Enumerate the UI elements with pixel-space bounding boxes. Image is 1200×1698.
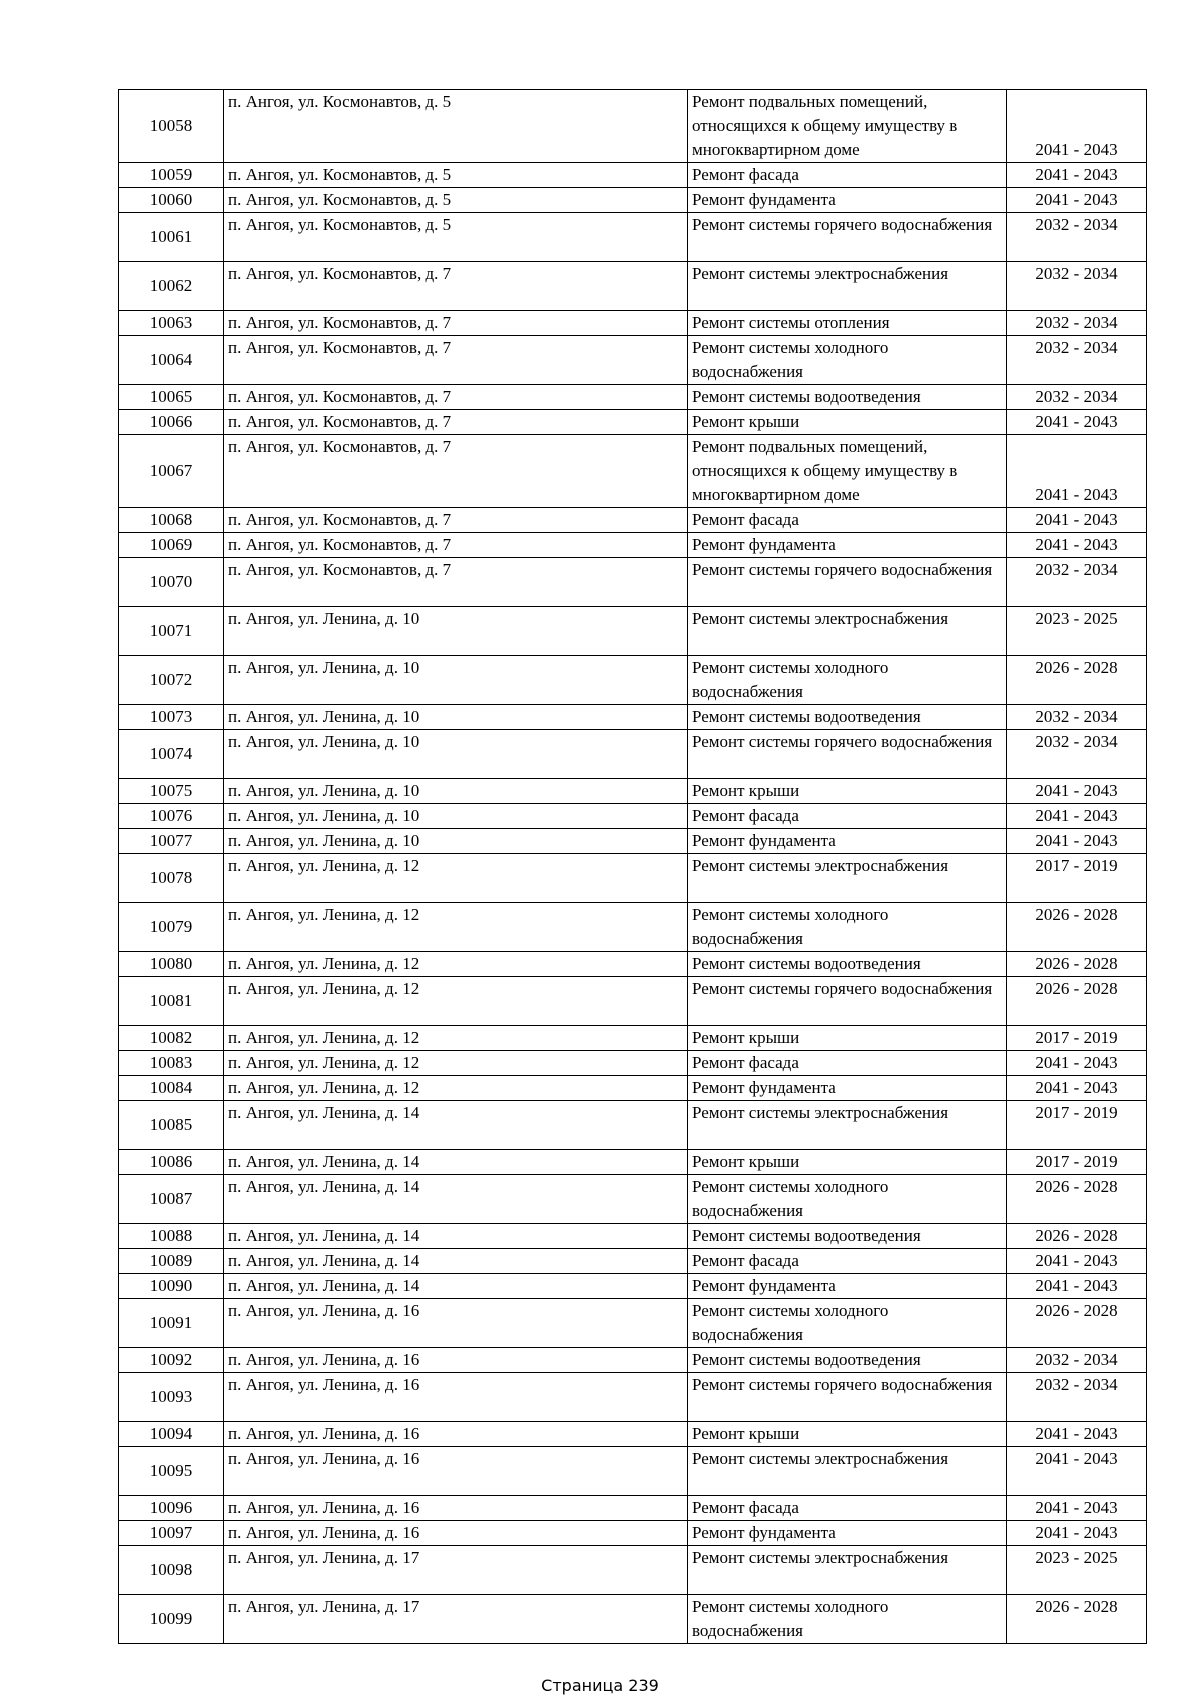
row-work-type: Ремонт системы водоотведения xyxy=(688,705,1007,730)
row-address: п. Ангоя, ул. Ленина, д. 10 xyxy=(224,804,688,829)
row-address: п. Ангоя, ул. Ленина, д. 16 xyxy=(224,1348,688,1373)
row-period: 2041 - 2043 xyxy=(1007,779,1147,804)
row-number: 10069 xyxy=(119,533,224,558)
row-number: 10095 xyxy=(119,1447,224,1496)
row-number: 10088 xyxy=(119,1224,224,1249)
row-period: 2041 - 2043 xyxy=(1007,90,1147,163)
row-period: 2032 - 2034 xyxy=(1007,336,1147,385)
row-work-type: Ремонт крыши xyxy=(688,1422,1007,1447)
row-number: 10093 xyxy=(119,1373,224,1422)
table-row xyxy=(119,533,1147,558)
row-number: 10062 xyxy=(119,262,224,311)
row-address: п. Ангоя, ул. Ленина, д. 12 xyxy=(224,1076,688,1101)
row-work-type: Ремонт фасада xyxy=(688,1496,1007,1521)
row-address: п. Ангоя, ул. Ленина, д. 12 xyxy=(224,952,688,977)
row-address: п. Ангоя, ул. Ленина, д. 14 xyxy=(224,1150,688,1175)
table-row xyxy=(119,1076,1147,1101)
row-period: 2041 - 2043 xyxy=(1007,435,1147,508)
row-work-type: Ремонт фундамента xyxy=(688,1521,1007,1546)
table-row xyxy=(119,410,1147,435)
row-period: 2017 - 2019 xyxy=(1007,1101,1147,1150)
table-row xyxy=(119,1175,1147,1224)
row-address: п. Ангоя, ул. Космонавтов, д. 7 xyxy=(224,508,688,533)
row-address: п. Ангоя, ул. Космонавтов, д. 7 xyxy=(224,311,688,336)
row-address: п. Ангоя, ул. Ленина, д. 10 xyxy=(224,779,688,804)
row-number: 10073 xyxy=(119,705,224,730)
row-address: п. Ангоя, ул. Ленина, д. 14 xyxy=(224,1175,688,1224)
row-number: 10099 xyxy=(119,1595,224,1644)
row-number: 10096 xyxy=(119,1496,224,1521)
row-period: 2041 - 2043 xyxy=(1007,508,1147,533)
row-address: п. Ангоя, ул. Космонавтов, д. 7 xyxy=(224,262,688,311)
row-work-type: Ремонт системы водоотведения xyxy=(688,385,1007,410)
row-number: 10065 xyxy=(119,385,224,410)
row-period: 2032 - 2034 xyxy=(1007,730,1147,779)
row-period: 2041 - 2043 xyxy=(1007,188,1147,213)
table-row xyxy=(119,435,1147,508)
row-work-type: Ремонт системы холодного водоснабжения xyxy=(688,1595,1007,1644)
row-number: 10063 xyxy=(119,311,224,336)
row-number: 10094 xyxy=(119,1422,224,1447)
row-period: 2017 - 2019 xyxy=(1007,854,1147,903)
row-period: 2041 - 2043 xyxy=(1007,829,1147,854)
row-work-type: Ремонт системы горячего водоснабжения xyxy=(688,558,1007,607)
row-number: 10066 xyxy=(119,410,224,435)
table-row xyxy=(119,705,1147,730)
row-work-type: Ремонт фасада xyxy=(688,163,1007,188)
row-period: 2032 - 2034 xyxy=(1007,262,1147,311)
row-work-type: Ремонт системы электроснабжения xyxy=(688,1546,1007,1595)
row-work-type: Ремонт системы электроснабжения xyxy=(688,1101,1007,1150)
table-row xyxy=(119,854,1147,903)
row-period: 2026 - 2028 xyxy=(1007,903,1147,952)
row-work-type: Ремонт системы отопления xyxy=(688,311,1007,336)
row-work-type: Ремонт подвальных помещений, относящихся к общему имуществу в многоквартирном доме xyxy=(688,435,1007,508)
row-period: 2026 - 2028 xyxy=(1007,1299,1147,1348)
row-number: 10060 xyxy=(119,188,224,213)
row-address: п. Ангоя, ул. Ленина, д. 16 xyxy=(224,1496,688,1521)
row-period: 2032 - 2034 xyxy=(1007,1373,1147,1422)
row-number: 10058 xyxy=(119,90,224,163)
row-work-type: Ремонт системы холодного водоснабжения xyxy=(688,903,1007,952)
row-period: 2032 - 2034 xyxy=(1007,385,1147,410)
row-number: 10071 xyxy=(119,607,224,656)
row-address: п. Ангоя, ул. Ленина, д. 12 xyxy=(224,1051,688,1076)
row-work-type: Ремонт подвальных помещений, относящихся к общему имуществу в многоквартирном доме xyxy=(688,90,1007,163)
table-row xyxy=(119,336,1147,385)
row-address: п. Ангоя, ул. Ленина, д. 16 xyxy=(224,1422,688,1447)
row-number: 10080 xyxy=(119,952,224,977)
table-row xyxy=(119,1422,1147,1447)
row-work-type: Ремонт системы водоотведения xyxy=(688,1224,1007,1249)
row-address: п. Ангоя, ул. Ленина, д. 16 xyxy=(224,1521,688,1546)
row-address: п. Ангоя, ул. Ленина, д. 16 xyxy=(224,1373,688,1422)
table-row xyxy=(119,262,1147,311)
row-number: 10091 xyxy=(119,1299,224,1348)
row-work-type: Ремонт крыши xyxy=(688,1150,1007,1175)
row-period: 2041 - 2043 xyxy=(1007,1051,1147,1076)
row-period: 2041 - 2043 xyxy=(1007,410,1147,435)
page-number: Страница 239 xyxy=(541,1676,659,1695)
row-address: п. Ангоя, ул. Космонавтов, д. 7 xyxy=(224,410,688,435)
row-number: 10064 xyxy=(119,336,224,385)
row-work-type: Ремонт фундамента xyxy=(688,1274,1007,1299)
table-row xyxy=(119,1496,1147,1521)
row-address: п. Ангоя, ул. Ленина, д. 14 xyxy=(224,1249,688,1274)
row-address: п. Ангоя, ул. Ленина, д. 10 xyxy=(224,730,688,779)
row-period: 2041 - 2043 xyxy=(1007,1521,1147,1546)
row-work-type: Ремонт фасада xyxy=(688,1051,1007,1076)
row-address: п. Ангоя, ул. Ленина, д. 14 xyxy=(224,1101,688,1150)
row-address: п. Ангоя, ул. Ленина, д. 17 xyxy=(224,1595,688,1644)
row-work-type: Ремонт фундамента xyxy=(688,188,1007,213)
table-row xyxy=(119,1249,1147,1274)
row-address: п. Ангоя, ул. Космонавтов, д. 7 xyxy=(224,336,688,385)
row-address: п. Ангоя, ул. Ленина, д. 14 xyxy=(224,1224,688,1249)
row-number: 10098 xyxy=(119,1546,224,1595)
row-number: 10072 xyxy=(119,656,224,705)
row-number: 10089 xyxy=(119,1249,224,1274)
row-period: 2041 - 2043 xyxy=(1007,1422,1147,1447)
table-row xyxy=(119,1521,1147,1546)
row-number: 10079 xyxy=(119,903,224,952)
row-number: 10061 xyxy=(119,213,224,262)
table-row xyxy=(119,607,1147,656)
row-work-type: Ремонт фундамента xyxy=(688,1076,1007,1101)
row-work-type: Ремонт фундамента xyxy=(688,829,1007,854)
row-work-type: Ремонт фасада xyxy=(688,1249,1007,1274)
row-work-type: Ремонт крыши xyxy=(688,410,1007,435)
row-period: 2041 - 2043 xyxy=(1007,1076,1147,1101)
row-address: п. Ангоя, ул. Ленина, д. 17 xyxy=(224,1546,688,1595)
row-address: п. Ангоя, ул. Ленина, д. 12 xyxy=(224,854,688,903)
row-number: 10070 xyxy=(119,558,224,607)
table-row xyxy=(119,1150,1147,1175)
row-number: 10078 xyxy=(119,854,224,903)
row-work-type: Ремонт фундамента xyxy=(688,533,1007,558)
table-row xyxy=(119,1026,1147,1051)
row-period: 2032 - 2034 xyxy=(1007,311,1147,336)
table-row xyxy=(119,1595,1147,1644)
row-period: 2026 - 2028 xyxy=(1007,656,1147,705)
row-number: 10092 xyxy=(119,1348,224,1373)
table-row xyxy=(119,1051,1147,1076)
row-number: 10074 xyxy=(119,730,224,779)
table-row xyxy=(119,903,1147,952)
row-work-type: Ремонт системы холодного водоснабжения xyxy=(688,336,1007,385)
row-address: п. Ангоя, ул. Ленина, д. 10 xyxy=(224,829,688,854)
row-address: п. Ангоя, ул. Космонавтов, д. 5 xyxy=(224,188,688,213)
row-number: 10076 xyxy=(119,804,224,829)
row-work-type: Ремонт системы горячего водоснабжения xyxy=(688,977,1007,1026)
table-row xyxy=(119,1299,1147,1348)
row-address: п. Ангоя, ул. Ленина, д. 10 xyxy=(224,607,688,656)
table-row xyxy=(119,311,1147,336)
row-period: 2023 - 2025 xyxy=(1007,1546,1147,1595)
row-period: 2026 - 2028 xyxy=(1007,952,1147,977)
row-period: 2026 - 2028 xyxy=(1007,1224,1147,1249)
table-row xyxy=(119,1546,1147,1595)
row-address: п. Ангоя, ул. Космонавтов, д. 5 xyxy=(224,213,688,262)
row-address: п. Ангоя, ул. Космонавтов, д. 5 xyxy=(224,90,688,163)
table-row xyxy=(119,656,1147,705)
row-number: 10077 xyxy=(119,829,224,854)
row-work-type: Ремонт системы водоотведения xyxy=(688,1348,1007,1373)
row-number: 10082 xyxy=(119,1026,224,1051)
table-row xyxy=(119,829,1147,854)
row-period: 2041 - 2043 xyxy=(1007,1274,1147,1299)
row-work-type: Ремонт фасада xyxy=(688,804,1007,829)
row-address: п. Ангоя, ул. Ленина, д. 14 xyxy=(224,1274,688,1299)
row-address: п. Ангоя, ул. Космонавтов, д. 7 xyxy=(224,558,688,607)
table-row xyxy=(119,1348,1147,1373)
row-work-type: Ремонт системы горячего водоснабжения xyxy=(688,730,1007,779)
row-number: 10083 xyxy=(119,1051,224,1076)
table-row xyxy=(119,952,1147,977)
table-row xyxy=(119,1101,1147,1150)
row-period: 2032 - 2034 xyxy=(1007,1348,1147,1373)
row-number: 10087 xyxy=(119,1175,224,1224)
row-number: 10068 xyxy=(119,508,224,533)
row-period: 2023 - 2025 xyxy=(1007,607,1147,656)
row-work-type: Ремонт системы электроснабжения xyxy=(688,607,1007,656)
table-row xyxy=(119,1274,1147,1299)
table-row xyxy=(119,385,1147,410)
row-address: п. Ангоя, ул. Ленина, д. 12 xyxy=(224,1026,688,1051)
row-work-type: Ремонт системы водоотведения xyxy=(688,952,1007,977)
row-period: 2032 - 2034 xyxy=(1007,213,1147,262)
table-row xyxy=(119,163,1147,188)
row-work-type: Ремонт крыши xyxy=(688,779,1007,804)
row-address: п. Ангоя, ул. Ленина, д. 10 xyxy=(224,656,688,705)
row-period: 2041 - 2043 xyxy=(1007,533,1147,558)
table-row xyxy=(119,1447,1147,1496)
row-work-type: Ремонт системы горячего водоснабжения xyxy=(688,1373,1007,1422)
table-row xyxy=(119,730,1147,779)
table-row xyxy=(119,779,1147,804)
row-period: 2026 - 2028 xyxy=(1007,977,1147,1026)
table-row xyxy=(119,977,1147,1026)
table-row xyxy=(119,804,1147,829)
row-period: 2032 - 2034 xyxy=(1007,558,1147,607)
row-period: 2041 - 2043 xyxy=(1007,804,1147,829)
row-period: 2041 - 2043 xyxy=(1007,1249,1147,1274)
row-period: 2032 - 2034 xyxy=(1007,705,1147,730)
row-period: 2041 - 2043 xyxy=(1007,163,1147,188)
row-number: 10084 xyxy=(119,1076,224,1101)
row-work-type: Ремонт системы электроснабжения xyxy=(688,262,1007,311)
row-number: 10097 xyxy=(119,1521,224,1546)
row-address: п. Ангоя, ул. Ленина, д. 10 xyxy=(224,705,688,730)
row-period: 2017 - 2019 xyxy=(1007,1026,1147,1051)
row-address: п. Ангоя, ул. Космонавтов, д. 7 xyxy=(224,385,688,410)
row-period: 2026 - 2028 xyxy=(1007,1175,1147,1224)
table-row xyxy=(119,213,1147,262)
row-number: 10067 xyxy=(119,435,224,508)
repair-schedule-table xyxy=(118,89,1147,1644)
row-address: п. Ангоя, ул. Ленина, д. 12 xyxy=(224,977,688,1026)
table-row xyxy=(119,90,1147,163)
row-work-type: Ремонт системы электроснабжения xyxy=(688,1447,1007,1496)
table-row xyxy=(119,188,1147,213)
row-work-type: Ремонт крыши xyxy=(688,1026,1007,1051)
repair-schedule-body xyxy=(119,90,1147,1644)
row-work-type: Ремонт системы холодного водоснабжения xyxy=(688,656,1007,705)
row-work-type: Ремонт системы горячего водоснабжения xyxy=(688,213,1007,262)
table-row xyxy=(119,1224,1147,1249)
row-number: 10075 xyxy=(119,779,224,804)
row-address: п. Ангоя, ул. Ленина, д. 16 xyxy=(224,1299,688,1348)
table-row xyxy=(119,508,1147,533)
row-work-type: Ремонт фасада xyxy=(688,508,1007,533)
row-number: 10086 xyxy=(119,1150,224,1175)
row-period: 2041 - 2043 xyxy=(1007,1447,1147,1496)
row-address: п. Ангоя, ул. Космонавтов, д. 7 xyxy=(224,533,688,558)
row-address: п. Ангоя, ул. Космонавтов, д. 5 xyxy=(224,163,688,188)
row-address: п. Ангоя, ул. Космонавтов, д. 7 xyxy=(224,435,688,508)
row-period: 2026 - 2028 xyxy=(1007,1595,1147,1644)
row-number: 10081 xyxy=(119,977,224,1026)
row-work-type: Ремонт системы холодного водоснабжения xyxy=(688,1175,1007,1224)
row-work-type: Ремонт системы электроснабжения xyxy=(688,854,1007,903)
row-number: 10090 xyxy=(119,1274,224,1299)
row-number: 10059 xyxy=(119,163,224,188)
row-work-type: Ремонт системы холодного водоснабжения xyxy=(688,1299,1007,1348)
row-period: 2041 - 2043 xyxy=(1007,1496,1147,1521)
row-number: 10085 xyxy=(119,1101,224,1150)
table-row xyxy=(119,1373,1147,1422)
row-address: п. Ангоя, ул. Ленина, д. 16 xyxy=(224,1447,688,1496)
table-row xyxy=(119,558,1147,607)
row-period: 2017 - 2019 xyxy=(1007,1150,1147,1175)
row-address: п. Ангоя, ул. Ленина, д. 12 xyxy=(224,903,688,952)
